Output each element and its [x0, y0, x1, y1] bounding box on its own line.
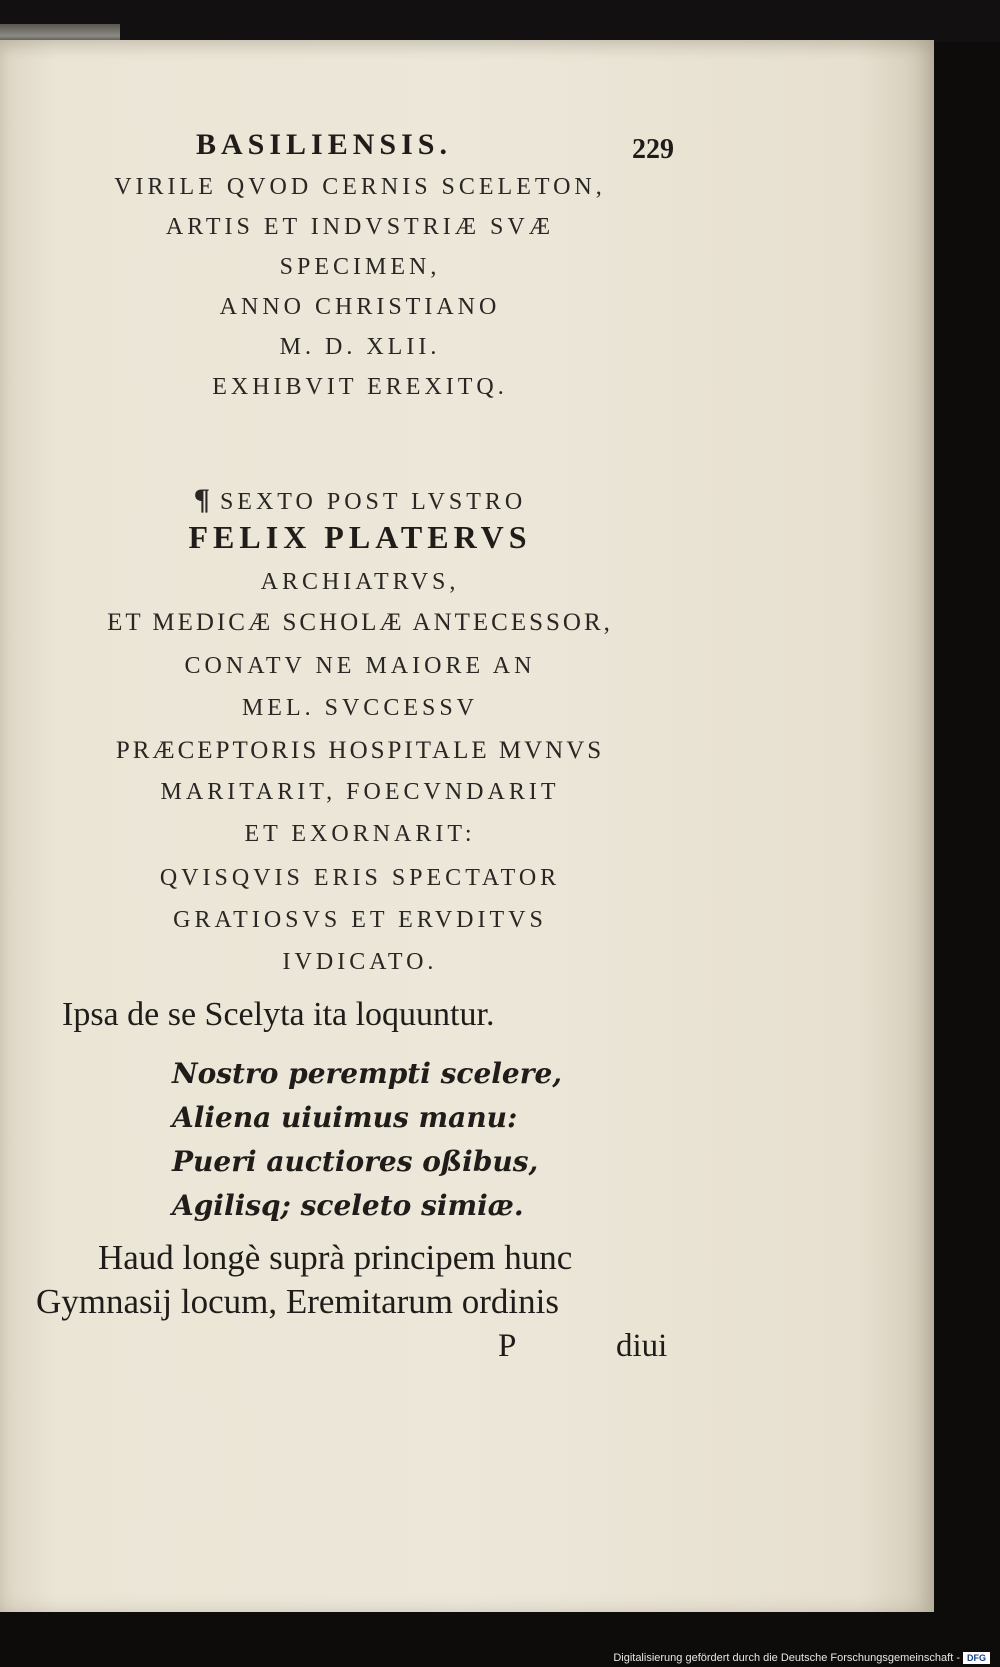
pilcrow-mark: ¶ [193, 483, 210, 516]
inscription-line: CONATV NE MAIORE AN [184, 653, 536, 679]
inscription-line: IVDICATO. [282, 949, 438, 975]
poem-line: Nostro perempti scelere, [172, 1057, 563, 1090]
signature-mark: P [498, 1328, 517, 1364]
inscription-name: FELIX PLATERVS [188, 519, 532, 555]
footer-credit-text: Digitalisierung gefördert durch die Deutsche Forschungsgemeinschaft - [613, 1652, 960, 1664]
inscription-line: MARITARIT, FOECVNDARIT [160, 779, 560, 805]
inscription-line: ET MEDICÆ SCHOLÆ ANTECESSOR, [107, 609, 613, 636]
catchword: diui [616, 1328, 668, 1364]
scan-top-band [0, 0, 1000, 42]
inscription-line: EXHIBVIT EREXITQ. [212, 374, 508, 400]
inscription-line: GRATIOSVS ET ERVDITVS [173, 907, 547, 933]
inscription-line: SPECIMEN, [279, 254, 441, 280]
dfg-logo: DFG [963, 1652, 990, 1664]
section-heading: Ipsa de se Scelyta ita loquuntur. [62, 996, 495, 1033]
inscription-line: MEL. SVCCESSV [241, 695, 479, 721]
inscription-line: ARCHIATRVS, [260, 569, 460, 595]
inscription-line: ARTIS ET INDVSTRIÆ SVÆ [165, 214, 555, 240]
inscription-text: SEXTO POST LVSTRO [219, 489, 527, 515]
inscription-line: ET EXORNARIT: [244, 821, 476, 847]
inscription-line: VIRILE QVOD CERNIS SCELETON, [114, 174, 606, 200]
poem-line: Pueri auctiores oßibus, [172, 1145, 539, 1178]
prose-line: Gymnasij locum, Eremitarum ordinis [36, 1282, 559, 1321]
inscription-line: PRÆCEPTORIS HOSPITALE MVNVS [115, 737, 605, 764]
inscription-line: M. D. XLII. [279, 334, 441, 360]
inscription-line: ANNO CHRISTIANO [219, 294, 501, 320]
running-header: BASILIENSIS. [196, 128, 452, 161]
inscription-line: QVISQVIS ERIS SPECTATOR [159, 865, 561, 891]
poem-verse [172, 1052, 562, 1228]
page-number: 229 [632, 134, 674, 165]
inscription-line [30, 483, 690, 517]
prose-paragraph [36, 1236, 686, 1324]
prose-line: Haud longè suprà principem hunc [98, 1238, 573, 1277]
poem-line: Agilisq; sceleto simiæ. [172, 1189, 524, 1222]
poem-line: Aliena uiuimus manu: [172, 1101, 518, 1134]
footer-credit [613, 1652, 990, 1664]
